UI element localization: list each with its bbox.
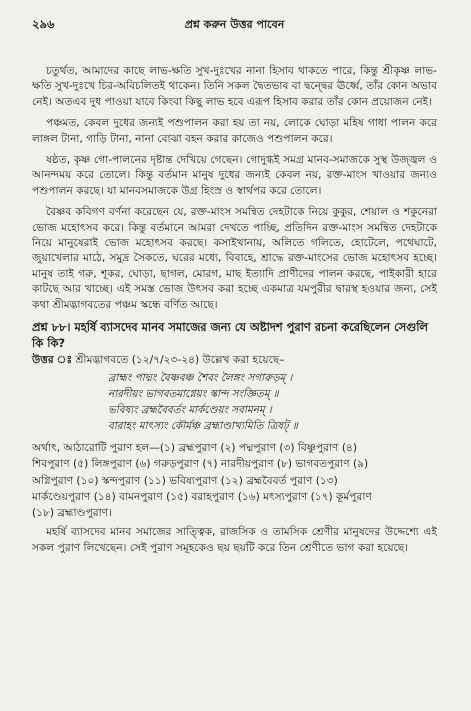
- sanskrit-verse-line: নারদীয়ং ভাগবতমাগ্নেয়ং স্কান্দ সংজ্ঞিতম্ ॥: [108, 388, 279, 401]
- answer-intro-text: শ্রীমদ্ভাগবতে (১২/৭/২৩-২৪) উল্লেখ করা হয়েছে–: [75, 354, 285, 367]
- purana-list-line: শিবপুরাণ (৫) লিঙ্গপুরাণ (৬) গরুড়পুরাণ (৭) নারদীয়পুরাণ (৮) ভাগবতপুরাণ (৯): [32, 458, 369, 471]
- answer-intro: [32, 353, 437, 368]
- page-header: [32, 16, 437, 32]
- sanskrit-verse-line: বারাহং মাৎস্যং কৌর্মঞ্চ ব্রহ্মাণ্ডাখ্যমিতি ত্রিষট্ ॥: [108, 420, 298, 433]
- page-number: ২৯৬: [32, 17, 55, 31]
- purana-list-line: (১৮) ব্রহ্মাণ্ডপুরাণ।: [32, 506, 112, 519]
- question-heading: প্রশ্ন ৮৮। মহর্ষি ব্যাসদেব মানব সমাজের জন্য যে অষ্টাদশ পুরাণ রচনা করেছিলেন সেগুলি কি কি?: [32, 320, 429, 351]
- purana-list: [32, 440, 437, 521]
- paragraph: চতুর্থত, আমাদের কাছে লাভ-ক্ষতি সুখ-দুঃখের নানা হিসাব থাকতে পারে, কিন্তু শ্রীকৃষ্ণ লাভ-ক্ষতি সুখ-দুঃখে চির-অবিচলিতই থাকেন। তিনি সকল দ্বৈতভাব বা দ্বন্দ্বের ঊর্ধ্বে, তাঁর কোন অভাব নেই। অতএব দুধ পাওয়া যাবে কিংবা কিছু লাভ হবে এরূপ হিসাব করার তাঁর কোন প্রয়োজন নেই।: [32, 65, 437, 108]
- paragraph: ষষ্ঠত, কৃষ্ণ গো-পালনের দৃষ্টান্ত দেখিয়ে গেছেন। গোদুগ্ধই সমগ্র মানব-সমাজকে সুস্থ উজ্জ্বল ও আনন্দময় করে তোলে। কিন্তু বর্তমান মানুষ দুধের জন্যই কেবল নয়, রক্ত-মাংস খাওয়ার জন্যও পশুপালন করছে। যা মানবসমাজকে উগ্র হিংস্র ও স্বার্থপর করে তোলে।: [32, 154, 437, 197]
- purana-list-line: মার্কণ্ডেয়পুরাণ (১৪) বামনপুরাণ (১৫) বরাহপুরাণ (১৬) মৎস্যপুরাণ (১৭) কূর্মপুরাণ: [32, 490, 372, 503]
- sanskrit-verse-line: ব্রাহ্মং পাদ্মং বৈষ্ণবঞ্চ শৈবং লৈঙ্গং সগারুড়ম্ ।: [108, 372, 293, 385]
- page-body: [32, 64, 437, 562]
- purana-list-line: অগ্নিপুরাণ (১০) স্কন্দপুরাণ (১১) ভবিষ্যপুরাণ (১২) ব্রহ্মবৈবর্ত পুরাণ (১৩): [32, 474, 338, 487]
- sanskrit-verse-line: ভবিষ্যং ব্রহ্মবৈবর্তং মার্কণ্ডেয়ং সবামনম্ ।: [108, 404, 272, 417]
- purana-list-line: অর্থাৎ, আঠারোটি পুরাণ হল—(১) ব্রহ্মপুরাণ (২) পদ্মপুরাণ (৩) বিষ্ণুপুরাণ (৪): [32, 442, 357, 455]
- running-title: প্রশ্ন করুন উত্তর পাবেন: [184, 18, 285, 31]
- closing-paragraph: মহর্ষি ব্যাসদেব মানব সমাজের সাত্ত্বিক, রাজসিক ও তামসিক শ্রেণীর মানুষদের উদ্দেশ্যে এই সকল পুরাণ লিখেছেন। সেই পুরাণ সমূহকেও ছয় ছয়টি করে তিন শ্রেণীতে ভাগ করা হয়েছে।: [32, 526, 437, 554]
- paragraph: বৈষ্ণব কবিগণ বর্ণনা করেছেন যে, রক্ত-মাংস সমন্বিত দেহটাকে নিয়ে কুকুর, শেয়াল ও শকুনেরা ভোজ মহোৎসব করে। কিন্তু বর্তমানে আমরা দেখতে পাচ্ছি, প্রতিদিন রক্ত-মাংস সমন্বিত দেহটাকে নিয়ে মানুষেরাই ভোজ মহোৎসব করছে। কসাইখানায়, অলিতে গলিতে, হোটেলে, পথেঘাটে, জুয়াখেলার মাঠে, সমুদ্র সৈকতে, ঘরের মধ্যে, বিবাহে, শ্রাদ্ধে রক্ত-মাংসের ভোজ মহোৎসব হচ্ছে। মানুষ তাই গরু, শূকর, ঘোড়া, ছাগল, মোরগ, মাছ ইত্যাদি প্রাণীদের পালন করছে, পাইকারী হারে কাটছে আর খাচ্ছে। এই সমস্ত ভোজ উৎসব করা হচ্ছে একমাত্র যমপুরীর দ্বারস্থ হওয়ার জন্য, সেই কথা শ্রীমদ্ভাগবতের পঞ্চম স্কন্ধে বর্ণিত আছে।: [32, 206, 437, 311]
- answer-label: উত্তর ঃ: [32, 354, 73, 367]
- paragraph: পঞ্চমত, কেবল দুধের জন্যই পশুপালন করা হয় তা নয়, লোকে ঘোড়া মহিষ গাধা পালন করে লাঙ্গল টানা, গাড়ি টানা, নানা বোঝা বহন করার কাজেও পশুপালন করে।: [32, 117, 437, 145]
